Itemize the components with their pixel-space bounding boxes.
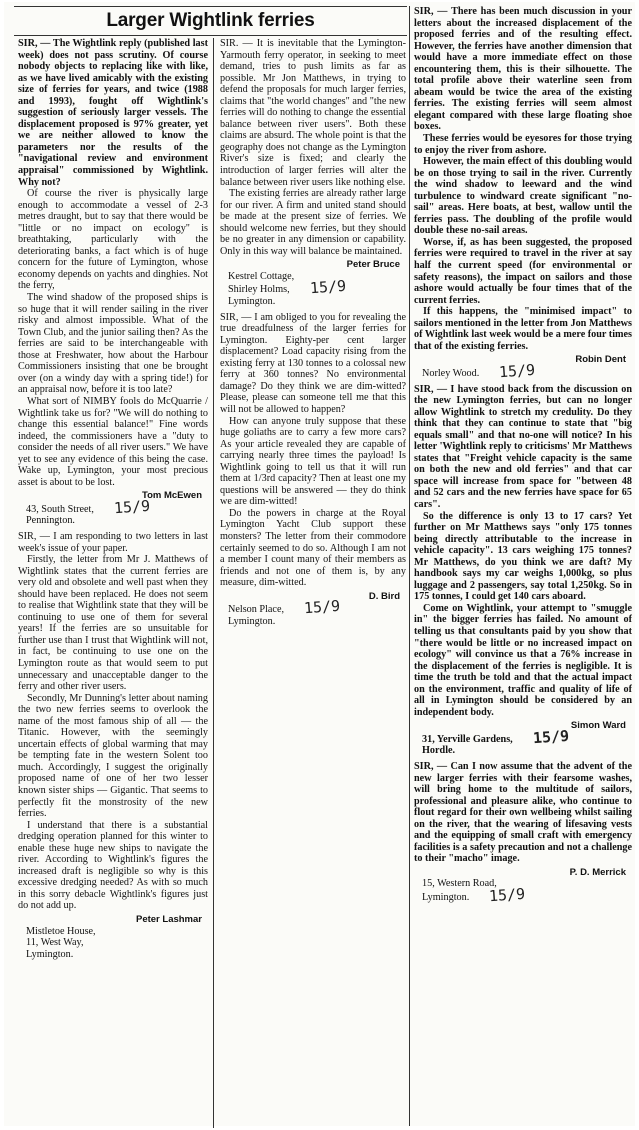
handwritten-date: 15/9 — [498, 360, 536, 382]
column-3 — [414, 6, 632, 1126]
letter-paragraph: These ferries would be eyesores for those trying to enjoy the river from ashore. — [414, 133, 632, 156]
column-rule — [213, 38, 214, 1128]
letter-lashmar — [18, 531, 208, 960]
address-line: Mistletoe House, — [26, 925, 96, 937]
address-line: 15, Western Road, — [422, 878, 497, 890]
letter-paragraph: So the difference is only 13 to 17 cars? Yet further on Mr Matthews says "only 175 tonnes being directly attributable to the increase in vehicle capacity". 13 cars weighing 175 tonnes? Mr Matthews, do you think we are daft? My handbook says my car weighs 1,000kg, so plus luggage and 2 passengers, say total 1,250kg. So in 175 tonnes, I could get 140 cars aboard. — [414, 510, 632, 603]
signature: Tom McEwen — [142, 490, 202, 502]
address-line: 31, Yerville Gardens, 15/9 — [422, 726, 570, 748]
letter-paragraph: If this happens, the "minimised impact" to sailors mentioned in the letter from Jon Matthews of Wightlink last week would be a mere four times that of the existing ferries. — [414, 306, 632, 352]
letter-paragraph: Come on Wightlink, your attempt to "smuggle in" the bigger ferries has failed. No amount of telling us that consultants paid by you show that "there would be little or no increased impact on ecology" will convince us that a 76% increase in the displacement of the ferries is negligible. It is time the truth be told and that the actual impact on the environment, traffic and quality of life of all in Lymington should be considered by an independent body. — [414, 602, 632, 718]
address-line: Hordle. — [422, 745, 456, 757]
letter-paragraph: Secondly, Mr Dunning's letter about naming the two new ferries seems to overlook the name of the most famous ship of all — the Titanic. However, with the seemingly uncertain effects of global warming that may be tempting fate in the western Solent too much. Accordingly, I suggest the originally proposed name of one of her two lesser known sister ships — Gigantic. That seems to perfectly fit the monstrosity of the new ferries. — [18, 692, 208, 820]
top-rule — [14, 6, 407, 7]
address-line: Norley Wood. 15/9 — [422, 360, 536, 382]
letter-paragraph: How can anyone truly suppose that these huge goliaths are to carry a few more cars? As your article revealed they are capable of carrying nearly three times the payload! Is Wightlink going to tell us that it will run them at 1/3rd capacity? Then at least one my questions will be answered — they do think we are dim-witted! — [220, 415, 406, 508]
letter-paragraph: The wind shadow of the proposed ships is so huge that it will render sailing in the river risky and almost impossible. What of the Town Club, and the junior sailing then? As the ferries are said to be interchangeable with those at Freshwater, how about the Harbour Commissioners insisting that one be brought over (on a windy day with a spring tide!) for an appraisal now, before it is too late? — [18, 292, 208, 396]
letter-paragraph: Of course the river is physically large enough to accommodate a vessel of 2-3 metres draught, but to say that there would be "little or no impact on ecology" is breathtaking, particularly with the deteriorating banks, a fact which is of huge concern for the future of Lymington, whose economy depends on yachts and dinghies. Not the ferry, — [18, 188, 208, 292]
letter-paragraph: The existing ferries are already rather large for our river. A firm and united stand should be made at the present size of ferries. We should welcome new ferries, but they should be no greater in any dimension or capability. Only in this way will balance be maintained. — [220, 188, 406, 257]
address-line: Shirley Holms, 15/9 — [228, 277, 347, 298]
column-rule — [409, 6, 410, 1126]
letter-paragraph: SIR, — I have stood back from the discussion on the new Lymington ferries, but can no longer allow Wightlink to stretch my credulity. Do they think that they can continue to state that "big equals small" and that no-one will notice? In his letter 'Wightlink reply to criticisms' Mr Matthews states that "Freight vehicle capacity is the same on both the new and old ferries" and that car space will increase from space for "between 48 and 52 cars and the new ferries have space for 65 cars". — [414, 383, 632, 510]
letter-mcewen — [18, 38, 208, 527]
address-line: Lymington. — [228, 615, 276, 627]
letter-paragraph: SIR. — It is inevitable that the Lymington-Yarmouth ferry operator, in seeking to meet demand, tries to push limits as far as possible. Mr Jon Matthews, in trying to defend the proposals for much larger ferries, claims that "the world changes" and "the new ferries will do nothing to change the essential balance between river users". Both these claims are absurd. The whole point is that the geography does not change as the Lymington River's size is fixed; and clearly the introduction of larger ferries will alter the balance between river users like nothing else. — [220, 38, 406, 188]
handwritten-date: 15/9 — [113, 496, 151, 518]
letter-paragraph: I understand that there is a substantial dredging operation planned for this winter to enable these huge new ships to navigate the river. According to Wightlink's figures the increased draft is negligible so why is this excessive dredging needed? As with so much in this sorry debacle Wightlink's figures just do not add up. — [18, 819, 208, 912]
letter-paragraph: Do the powers in charge at the Royal Lymington Yacht Club support these monsters? The letter from their commodore certainly seemed to do so. Although I am not a member I count many of their members as friends and not one of them is, by any measure, dim-witted. — [220, 507, 406, 589]
signature: Robin Dent — [575, 354, 626, 366]
letter-paragraph: SIR, — I am responding to two letters in last week's issue of your paper. — [18, 530, 208, 554]
address-line: Lymington. — [26, 948, 74, 960]
address-line: Nelson Place, 15/9 — [228, 597, 341, 618]
letter-dent — [414, 6, 632, 380]
handwritten-date: 15/9 — [488, 884, 526, 906]
handwritten-date: 15/9 — [532, 726, 570, 748]
handwritten-date: 15/9 — [303, 597, 341, 618]
letter-paragraph: What sort of NIMBY fools do McQuarrie / Wightlink take us for? "We will do nothing to change this essential balance!" Fine words indeed, the commissioners have a "duty to consider the needs of all river users." We have yet to see any evidence of this being the case. Wake up, Lymington, your most precious asset is about to be lost. — [18, 395, 208, 488]
address-line: Pennington. — [26, 515, 75, 527]
signature: Peter Bruce — [346, 259, 400, 271]
letter-paragraph: SIR, — There has been much discussion in your letters about the increased displacement of the proposed ferries and of the resulting effect. However, the ferries have another dimension that would have a more immediate effect on those encountering them, this is their silhouette. The total profile above their waterline seen from abeam would be twice the area of the existing ferries. The existing ferries will seem almost elegant compared with these large floating shoe boxes. — [414, 6, 632, 133]
signature: D. Bird — [368, 590, 400, 602]
letter-merrick — [414, 761, 632, 904]
letter-paragraph: However, the main effect of this doubling would be on those trying to sail in the river. Currently the wind shadow to leeward and the wind turbulence to windward create significant "no-sail" areas. Here boats, at best, wallow until the ferries pass. The doubling of the profile would double these no-sail areas. — [414, 156, 632, 237]
newspaper-clipping — [4, 2, 635, 1126]
headline: Larger Wightlink ferries — [106, 10, 315, 31]
letter-bruce — [220, 38, 406, 308]
letter-paragraph: Firstly, the letter from Mr J. Matthews of Wightlink states that the current ferries are very old and obsolete and well past when they should have been replaced. He does not seem to realise that Wightlink state that they will be continuing to use one of them for several years! If the ferries are so unsuitable for further use than I trust that Wightlink will not, in fact, be continuing to use one on the Lymington route as that would seem to put unnecessary and unacceptable danger to the ferry and other river users. — [18, 554, 208, 693]
letter-bird — [220, 312, 406, 628]
address-line: Lymington. 15/9 — [422, 884, 526, 906]
letter-paragraph: SIR, — I am obliged to you for revealing the true dreadfulness of the larger ferries for Lymington. Eighty-per cent larger displacement? Load capacity rising from the existing ferry at 130 tonnes to a colossal new ferry at 360 tonnes? No environmental damage? Do they think we are dim-witted? Please, please can someone tell me that this will not be allowed to happen? — [220, 311, 406, 415]
letter-paragraph: SIR, — The Wightlink reply (published last week) does not pass scrutiny. Of course nobody objects to replacing like with like, as we have lived amicably with the existing size of ferries for years, and twice (1988 and 1993), fought off Wightlink's suggestion of seriously larger vessels. The displacement proposed is 97% greater, yet we are neither allowed to know the parameters nor the results of the "navigational review and environment appraisal" commissioned by Wightlink. Why not? — [18, 38, 208, 188]
address-line: 11, West Way, — [26, 937, 84, 949]
letter-paragraph: SIR, — Can I now assume that the advent of the new larger ferries with their fearsome washes, will bring home to the multitude of sailors, professional and pleasure alike, who continue to flout regard for their own wellbeing whilst sailing on the river, that the wearing of lifesaving vests and the equipping of small craft with emergency facilities is a safety precaution and not a challenge to their "macho" image. — [414, 761, 632, 865]
signature: Peter Lashmar — [135, 914, 202, 926]
handwritten-date: 15/9 — [309, 277, 347, 298]
signature: P. D. Merrick — [569, 866, 626, 878]
address-line: 43, South Street, 15/9 — [26, 496, 151, 518]
letter-ward — [414, 384, 632, 758]
headline-rule — [14, 35, 407, 36]
address-line: Kestrel Cottage, — [228, 270, 295, 282]
signature: Simon Ward — [570, 720, 626, 732]
column-2 — [220, 38, 406, 1128]
address-line: Lymington. — [228, 296, 276, 308]
column-1 — [18, 38, 208, 1128]
letter-paragraph: Worse, if, as has been suggested, the proposed ferries were required to travel in the river at say half the current speed (for environmental or safety reasons), the impact on sailors and those ashore would actually be four times that of the current ferries. — [414, 236, 632, 306]
